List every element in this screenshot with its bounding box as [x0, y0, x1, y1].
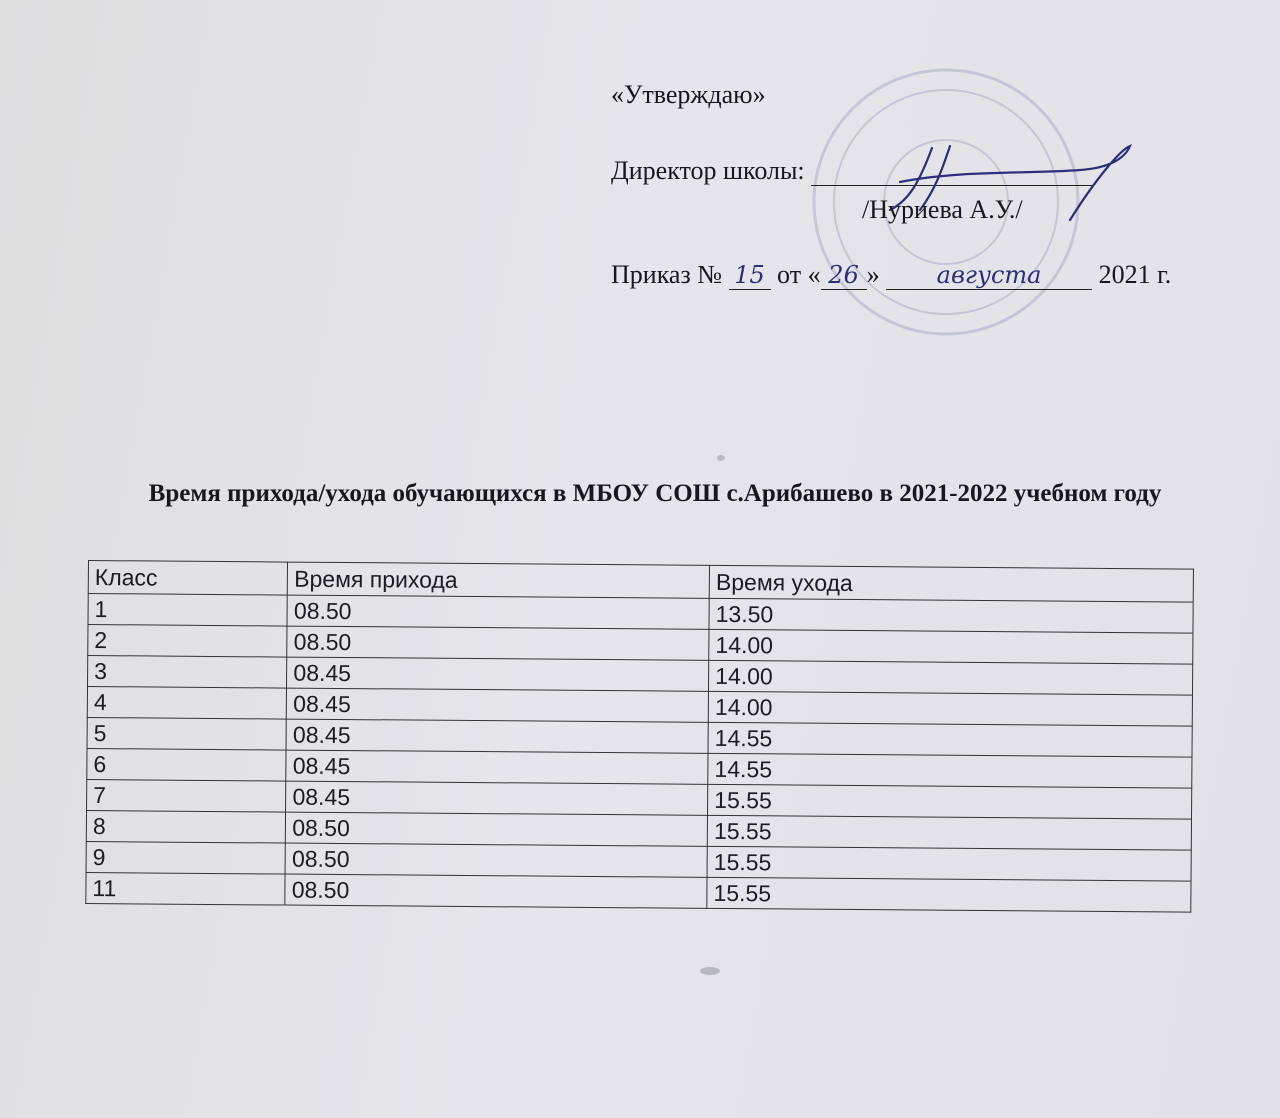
- cell-class: 8: [86, 810, 286, 843]
- director-name: /Нуриева А.У./: [862, 195, 1023, 224]
- cell-departure: 14.00: [709, 660, 1193, 695]
- cell-departure: 15.55: [707, 815, 1191, 850]
- cell-arrival: 08.45: [287, 688, 709, 722]
- cell-class: 2: [88, 625, 288, 658]
- order-prefix: Приказ №: [611, 260, 723, 289]
- cell-departure: 14.55: [708, 753, 1192, 788]
- cell-class: 9: [86, 841, 286, 874]
- cell-arrival: 08.50: [285, 843, 707, 877]
- schedule-table: [85, 560, 1194, 913]
- cell-class: 6: [87, 748, 287, 781]
- cell-departure: 15.55: [707, 877, 1191, 912]
- cell-departure: 14.00: [709, 629, 1193, 664]
- cell-arrival: 08.45: [287, 657, 709, 691]
- header-class: Класс: [88, 561, 288, 596]
- cell-class: 7: [87, 779, 287, 812]
- cell-class: 11: [86, 872, 286, 905]
- cell-arrival: 08.45: [286, 719, 708, 753]
- header-arrival: Время прихода: [288, 562, 710, 598]
- cell-class: 4: [87, 687, 287, 720]
- ink-dot: [717, 455, 725, 461]
- cell-departure: 13.50: [709, 598, 1193, 633]
- approval-title: «Утверждаю»: [611, 80, 766, 109]
- order-from-close: »: [866, 260, 880, 289]
- director-label: Директор школы:: [611, 156, 805, 185]
- cell-departure: 14.00: [708, 691, 1192, 726]
- order-month: августа: [936, 261, 1042, 289]
- order-line: [611, 260, 1171, 290]
- order-from-open: от «: [777, 260, 821, 289]
- header-departure: Время ухода: [709, 565, 1193, 602]
- document-heading: Время прихода/ухода обучающихся в МБОУ СОШ с.Арибашево в 2021-2022 учебном году: [148, 480, 1162, 507]
- cell-arrival: 08.45: [286, 781, 708, 815]
- cell-arrival: 08.50: [287, 626, 709, 660]
- order-day-blank: [821, 261, 867, 290]
- order-year: 2021 г.: [1098, 260, 1172, 289]
- cell-arrival: 08.50: [286, 812, 708, 846]
- order-number: 15: [734, 261, 765, 289]
- cell-arrival: 08.50: [287, 595, 709, 629]
- cell-departure: 15.55: [708, 784, 1192, 819]
- cell-class: 3: [88, 656, 288, 689]
- cell-departure: 15.55: [707, 846, 1191, 881]
- cell-departure: 14.55: [708, 722, 1192, 757]
- cell-arrival: 08.45: [286, 750, 708, 784]
- ink-smudge: [700, 967, 720, 975]
- cell-class: 1: [88, 594, 288, 627]
- order-number-blank: [729, 261, 771, 290]
- order-day: 26: [828, 261, 859, 289]
- cell-class: 5: [87, 717, 287, 750]
- order-month-blank: [886, 261, 1092, 290]
- cell-arrival: 08.50: [285, 874, 707, 908]
